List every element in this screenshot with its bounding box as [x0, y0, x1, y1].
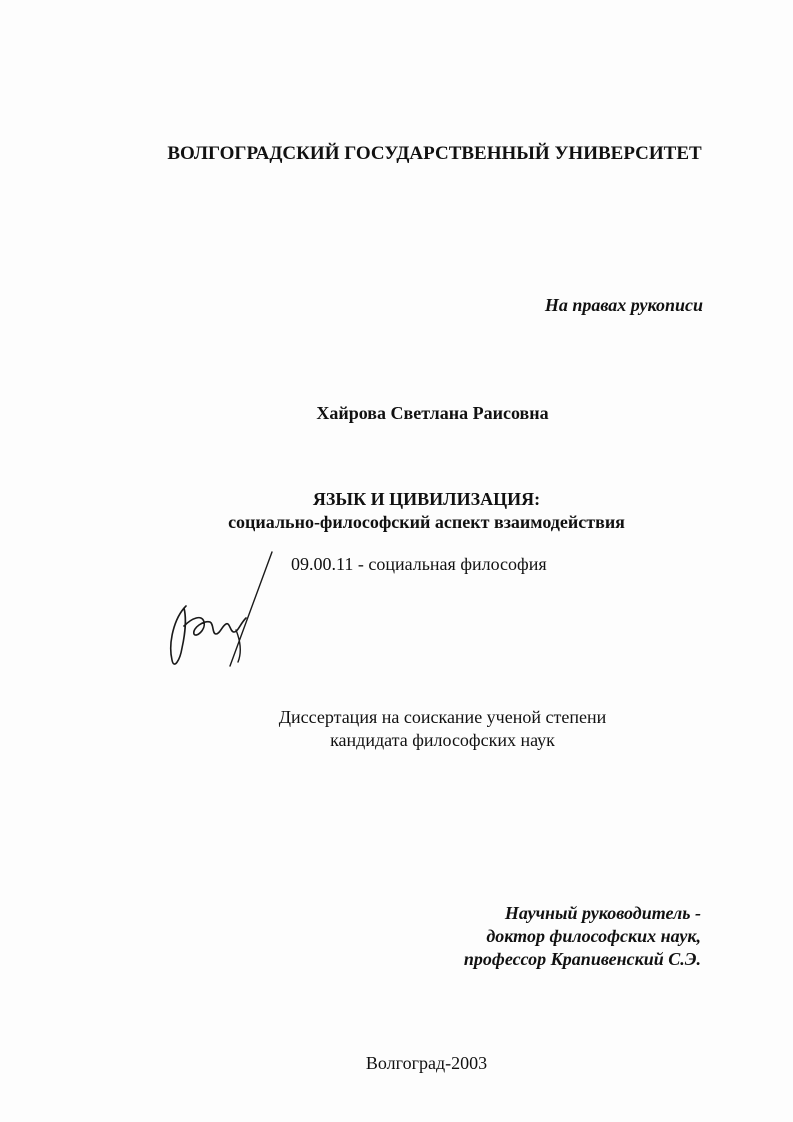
dissertation-subtitle: социально-философский аспект взаимодействия — [228, 512, 625, 532]
advisor-name: профессор Крапивенский С.Э. — [463, 949, 701, 969]
dissertation-degree-line1: Диссертация на соискание ученой степени — [278, 707, 607, 727]
university-name: ВОЛГОГРАДСКИЙ ГОСУДАРСТВЕННЫЙ УНИВЕРСИТЕТ — [167, 143, 702, 164]
advisor-degree: доктор философских наук, — [486, 926, 701, 946]
author-name: Хайрова Светлана Раисовна — [316, 403, 549, 423]
dissertation-degree-line2: кандидата философских наук — [330, 730, 555, 750]
dissertation-title: ЯЗЫК И ЦИВИЛИЗАЦИЯ: — [312, 489, 541, 509]
manuscript-note: На правах рукописи — [544, 295, 703, 315]
city-year: Волгоград-2003 — [365, 1053, 488, 1073]
advisor-role: Научный руководитель - — [504, 903, 701, 923]
signature-icon — [160, 548, 280, 673]
specialty-code: 09.00.11 - социальная философия — [291, 554, 547, 574]
